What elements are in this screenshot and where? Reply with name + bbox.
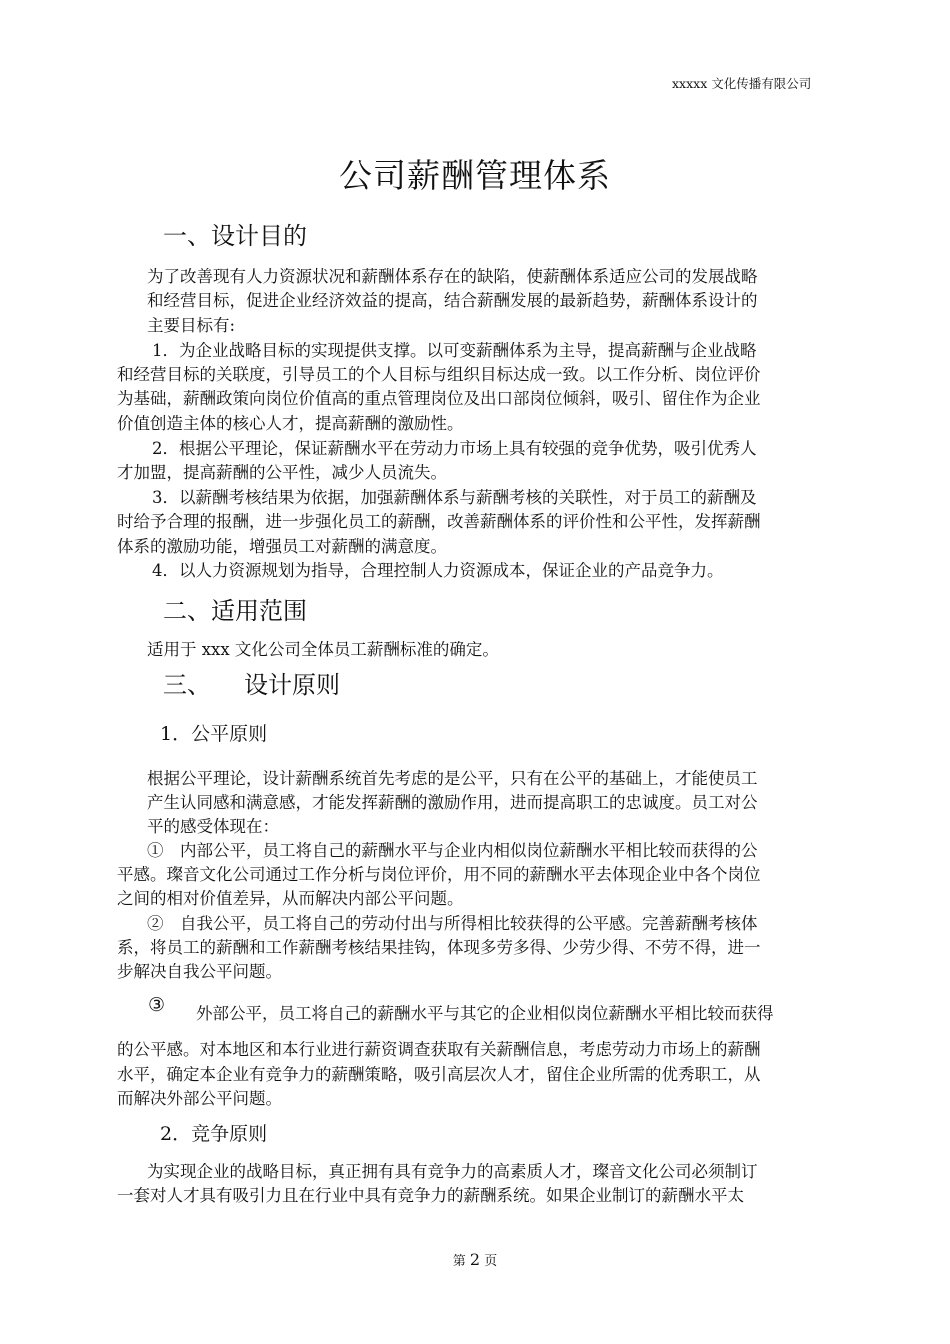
- section-heading-purpose: 一、设计目的: [163, 222, 307, 250]
- page-number: 2: [469, 1250, 481, 1269]
- page-label-suffix: 页: [484, 1254, 498, 1269]
- paragraph-line: 和经营目标，促进企业经济效益的提高，结合薪酬发展的最新趋势，薪酬体系设计的: [147, 291, 758, 310]
- paragraph-line: 根据公平理论，设计薪酬系统首先考虑的是公平，只有在公平的基础上，才能使员工: [147, 769, 758, 788]
- document-title: 公司薪酬管理体系: [339, 156, 611, 195]
- paragraph-line: 的公平感。对本地区和本行业进行薪资调查获取有关薪酬信息，考虑劳动力市场上的薪酬: [117, 1040, 761, 1059]
- paragraph-line: 平的感受体现在：: [147, 817, 279, 836]
- paragraph-line: 主要目标有:: [147, 316, 236, 335]
- paragraph-line: 才加盟，提高薪酬的公平性，减少人员流失。: [117, 463, 447, 482]
- section-heading-principles: 设计原则: [244, 671, 340, 699]
- subsection-heading-fairness: 1．公平原则: [160, 723, 268, 745]
- paragraph-line: 水平，确定本企业有竞争力的薪酬策略，吸引高层次人才，留住企业所需的优秀职工，从: [117, 1065, 761, 1084]
- page-label-prefix: 第: [452, 1254, 466, 1269]
- paragraph-line: 平感。璨音文化公司通过工作分析与岗位评价，用不同的薪酬水平去体现企业中各个岗位: [117, 865, 761, 884]
- paragraph-line: 为实现企业的战略目标，真正拥有具有竞争力的高素质人才，璨音文化公司必须制订: [147, 1162, 758, 1181]
- paragraph-line: 一套对人才具有吸引力且在行业中具有竞争力的薪酬系统。如果企业制订的薪酬水平太: [117, 1186, 744, 1205]
- paragraph-line: 体系的激励功能，增强员工对薪酬的满意度。: [117, 537, 447, 556]
- page-header-company: xxxxx 文化传播有限公司: [672, 76, 812, 91]
- paragraph-line: 步解决自我公平问题。: [117, 962, 282, 981]
- paragraph-line: 3．以薪酬考核结果为依据，加强薪酬体系与薪酬考核的关联性，对于员工的薪酬及: [152, 488, 757, 507]
- paragraph-line: 1．为企业战略目标的实现提供支撑。以可变薪酬体系为主导，提高薪酬与企业战略: [152, 341, 757, 360]
- paragraph-line: 之间的相对价值差异，从而解决内部公平问题。: [117, 889, 464, 908]
- section-heading-principles-number: 三、: [163, 671, 211, 699]
- paragraph-line: 时给予合理的报酬，进一步强化员工的薪酬，改善薪酬体系的评价性和公平性，发挥薪酬: [117, 512, 761, 531]
- paragraph-line: ① 内部公平，员工将自己的薪酬水平与企业内相似岗位薪酬水平相比较而获得的公: [147, 841, 758, 860]
- paragraph-line: 为基础，薪酬政策向岗位价值高的重点管理岗位及出口部岗位倾斜，吸引、留住作为企业: [117, 389, 761, 408]
- paragraph-line: 而解决外部公平问题。: [117, 1089, 282, 1108]
- paragraph-line: 和经营目标的关联度，引导员工的个人目标与组织目标达成一致。以工作分析、岗位评价: [117, 365, 761, 384]
- paragraph-line: 4．以人力资源规划为指导，合理控制人力资源成本，保证企业的产品竞争力。: [152, 561, 724, 580]
- paragraph-line: 外部公平，员工将自己的薪酬水平与其它的企业相似岗位薪酬水平相比较而获得: [196, 1004, 774, 1023]
- paragraph-line: 2．根据公平理论，保证薪酬水平在劳动力市场上具有较强的竞争优势，吸引优秀人: [152, 439, 757, 458]
- subsection-heading-competition: 2．竞争原则: [160, 1123, 268, 1145]
- paragraph-line: 为了改善现有人力资源状况和薪酬体系存在的缺陷，使薪酬体系适应公司的发展战略: [147, 267, 758, 286]
- section-heading-scope: 二、适用范围: [163, 597, 307, 625]
- paragraph-line: 价值创造主体的核心人才，提高薪酬的激励性。: [117, 414, 464, 433]
- page-footer: [0, 1250, 950, 1269]
- paragraph-line: 产生认同感和满意感，才能发挥薪酬的激励作用，进而提高职工的忠诚度。员工对公: [147, 793, 758, 812]
- paragraph-line: ② 自我公平，员工将自己的劳动付出与所得相比较获得的公平感。完善薪酬考核体: [147, 914, 758, 933]
- paragraph-line: 系，将员工的薪酬和工作薪酬考核结果挂钩，体现多劳多得、少劳少得、不劳不得，进一: [117, 938, 761, 957]
- paragraph-line: 适用于 xxx 文化公司全体员工薪酬标准的确定。: [147, 640, 499, 659]
- list-marker-3: ③: [148, 994, 166, 1016]
